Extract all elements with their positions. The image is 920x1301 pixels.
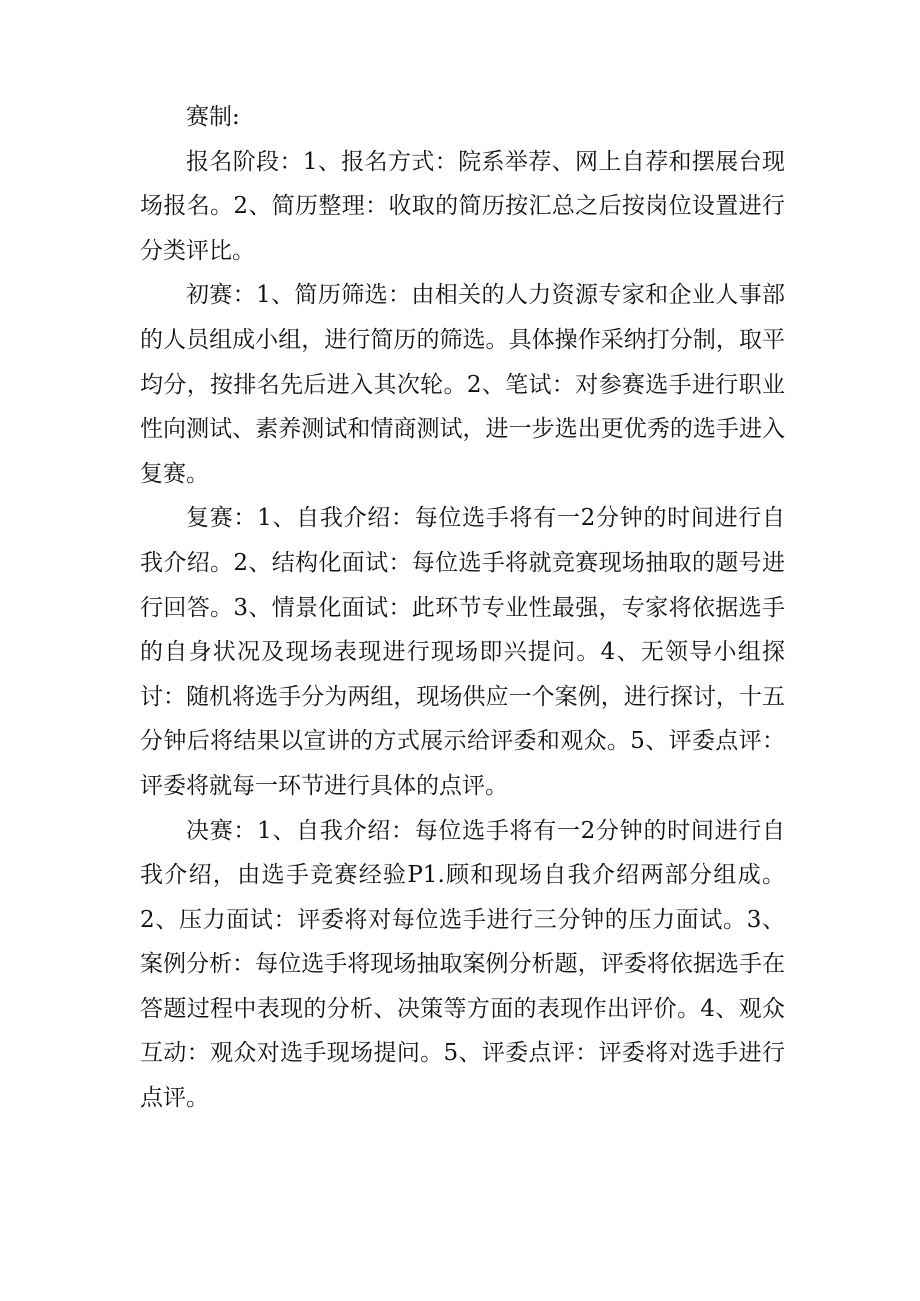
document-body: [140, 95, 785, 1121]
paragraph-registration: 报名阶段：1、报名方式：院系举荐、网上自荐和摆展台现场报名。2、简历整理：收取的简历按汇总之后按岗位设置进行分类评比。: [140, 148, 785, 264]
paragraph-semifinal: 复赛：1、自我介绍：每位选手将有一2分钟的时间进行自我介绍。2、结构化面试：每位选手将就竞赛现场抽取的题号进行回答。3、情景化面试：此环节专业性最强，专家将依据选手的自身状况及现场表现进行现场即兴提问。4、无领导小组探讨：随机将选手分为两组，现场供应一个案例，进行探讨，十五分钟后将结果以宣讲的方式展示给评委和观众。5、评委点评：评委将就每一环节进行具体的点评。: [140, 505, 785, 799]
paragraph-final: 决赛：1、自我介绍：每位选手将有一2分钟的时间进行自我介绍，由选手竞赛经验P1.顾和现场自我介绍两部分组成。2、压力面试：评委将对每位选手进行三分钟的压力面试。3、案例分析：每位选手将现场抽取案例分析题，评委将依据选手在答题过程中表现的分析、决策等方面的表现作出评价。4、观众互动：观众对选手现场提问。5、评委点评：评委将对选手进行点评。: [140, 817, 785, 1112]
section-heading-format: 赛制:: [186, 104, 240, 130]
paragraph-preliminary: 初赛：1、简历筛选：由相关的人力资源专家和企业人事部的人员组成小组，进行简历的筛选。具体操作采纳打分制，取平均分，按排名先后进入其次轮。2、笔试：对参赛选手进行职业性向测试、素养测试和情商测试，进一步选出更优秀的选手进入复赛。: [140, 282, 785, 487]
